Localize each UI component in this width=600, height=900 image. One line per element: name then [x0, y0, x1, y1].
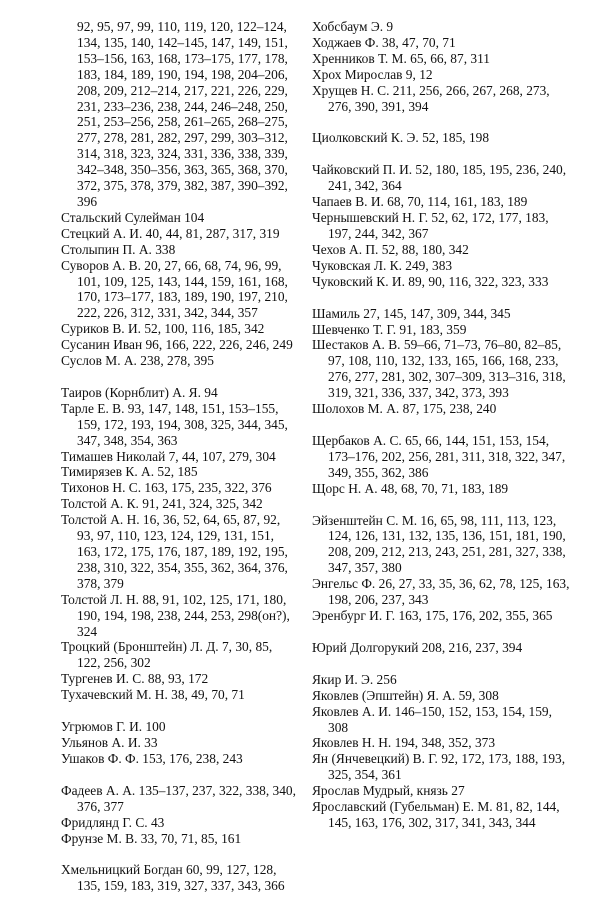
index-column-left: [61, 19, 297, 894]
index-entry: Тихонов Н. С. 163, 175, 235, 322, 376: [61, 480, 272, 496]
letter-section-gap: [61, 369, 297, 385]
index-entry: Толстой Л. Н. 88, 91, 102, 125, 171, 180, 190, 194, 198, 238, 244, 253, 298(он?), 324: [61, 591, 290, 639]
index-entry: Эйзенштейн С. М. 16, 65, 98, 111, 113, 123, 124, 126, 131, 132, 135, 136, 151, 181, 190, 208, 209, 212, 213, 243, 251, 281, 327, 338, 347, 357, 380: [312, 512, 566, 576]
index-entry: Хобсбаум Э. 9: [312, 19, 394, 34]
index-entry: Толстой А. К. 91, 241, 324, 325, 342: [61, 496, 263, 512]
index-entry: Ульянов А. И. 33: [61, 734, 158, 750]
index-entry: Циолковский К. Э. 52, 185, 198: [312, 130, 490, 146]
index-entry: Щорс Н. А. 48, 68, 70, 71, 183, 189: [312, 480, 509, 496]
index-entry: Тухачевский М. Н. 38, 49, 70, 71: [61, 687, 245, 703]
letter-section-gap: [312, 290, 572, 306]
index-entry: Ходжаев Ф. 38, 47, 70, 71: [312, 34, 456, 50]
index-entry: Столыпин П. А. 338: [61, 241, 176, 257]
index-entry: Яковлев (Эпштейн) Я. А. 59, 308: [312, 687, 499, 703]
index-entry: Фрунзе М. В. 33, 70, 71, 85, 161: [61, 830, 242, 846]
index-entry: Угрюмов Г. И. 100: [61, 719, 166, 735]
index-entry: Чехов А. П. 52, 88, 180, 342: [312, 241, 469, 257]
index-entry: Таиров (Корнблит) А. Я. 94: [61, 384, 218, 400]
index-entry: Хренников Т. М. 65, 66, 87, 311: [312, 50, 490, 66]
index-entry: Яковлев Н. Н. 194, 348, 352, 373: [312, 735, 496, 751]
letter-section-gap: [312, 146, 572, 162]
index-entry: Сусанин Иван 96, 166, 222, 226, 246, 249: [61, 337, 293, 353]
letter-section-gap: [61, 846, 297, 862]
index-entry: Фадеев А. А. 135–137, 237, 322, 338, 340, 376, 377: [61, 782, 296, 814]
index-entry: Стецкий А. И. 40, 44, 81, 287, 317, 319: [61, 225, 280, 241]
index-entry: Хмельницкий Богдан 60, 99, 127, 128, 135, 159, 183, 319, 327, 337, 343, 366: [61, 862, 285, 894]
index-entry: Суворов А. В. 20, 27, 66, 68, 74, 96, 99, 101, 109, 125, 143, 144, 159, 161, 168, 170, 173–177, 183, 189, 190, 197, 210, 222, 226, 312, 331, 342, 344, 357: [61, 257, 288, 321]
index-entry: Хрох Мирослав 9, 12: [312, 66, 433, 82]
index-entry: Толстой А. Н. 16, 36, 52, 64, 65, 87, 92, 93, 97, 110, 123, 124, 129, 131, 151, 163, 172, 175, 176, 187, 189, 192, 195, 238, 310, 322, 354, 355, 362, 364, 376, 378, 379: [61, 512, 288, 591]
index-entry: Шевченко Т. Г. 91, 183, 359: [312, 321, 467, 337]
index-entry: Чайковский П. И. 52, 180, 185, 195, 236, 240, 241, 342, 364: [312, 162, 567, 194]
index-entry: Энгельс Ф. 26, 27, 33, 35, 36, 62, 78, 125, 163, 198, 206, 237, 343: [312, 576, 570, 608]
letter-section-gap: [61, 703, 297, 719]
index-entry-continuation: 92, 95, 97, 99, 110, 119, 120, 122–124, 134, 135, 140, 142–145, 147, 149, 151, 153–156, 163, 168, 173–175, 177, 178, 183, 184, 189, 190, 194, 198, 204–206, 208, 209, 212–214, 217, 221, 226, 229, 231, 233–236, 238, 244, 246–248, 250, 251, 253–256, 258, 261–265, 268–275, 277, 278, 281, 282, 297, 299, 303–312, 314, 318, 323, 324, 331, 336, 338, 339, 342–348, 350–356, 363, 365, 368, 370, 372, 375, 378, 379, 382, 387, 390–392, 396: [77, 19, 288, 209]
letter-section-gap: [312, 417, 572, 433]
index-entry: Чуковский К. И. 89, 90, 116, 322, 323, 333: [312, 273, 549, 289]
index-entry: Юрий Долгорукий 208, 216, 237, 394: [312, 639, 523, 655]
index-entry: Чуковская Л. К. 249, 383: [312, 257, 453, 273]
index-entry: Тимирязев К. А. 52, 185: [61, 464, 198, 480]
index-column-right: [312, 19, 572, 831]
index-entry: Суслов М. А. 238, 278, 395: [61, 353, 214, 369]
index-entry: Тимашев Николай 7, 44, 107, 279, 304: [61, 448, 276, 464]
letter-section-gap: [61, 767, 297, 783]
letter-section-gap: [312, 624, 572, 640]
index-entry: Фридлянд Г. С. 43: [61, 814, 165, 830]
index-entry: Щербаков А. С. 65, 66, 144, 151, 153, 154, 173–176, 202, 256, 281, 311, 318, 322, 347, 349, 355, 362, 386: [312, 432, 566, 480]
letter-section-gap: [312, 656, 572, 672]
index-entry: Тарле Е. В. 93, 147, 148, 151, 153–155, 159, 172, 193, 194, 308, 325, 344, 345, 347, 348, 354, 363: [61, 400, 288, 448]
index-entry: Чернышевский Н. Г. 52, 62, 172, 177, 183, 197, 244, 342, 367: [312, 210, 549, 241]
index-entry: Шестаков А. В. 59–66, 71–73, 76–80, 82–85, 97, 108, 110, 132, 133, 165, 166, 168, 233, 276, 277, 281, 302, 307–309, 313–316, 318, 319, 321, 336, 337, 342, 373, 393: [312, 337, 566, 401]
index-entry: Ян (Янчевецкий) В. Г. 92, 172, 173, 188, 193, 325, 354, 361: [312, 751, 566, 783]
index-entry: Шолохов М. А. 87, 175, 238, 240: [312, 401, 497, 417]
index-entry: Стальский Сулейман 104: [61, 209, 205, 225]
index-entry: Чапаев В. И. 68, 70, 114, 161, 183, 189: [312, 194, 528, 210]
index-entry: Шамиль 27, 145, 147, 309, 344, 345: [312, 305, 511, 321]
index-entry: Эренбург И. Г. 163, 175, 176, 202, 355, 365: [312, 608, 553, 623]
index-entry: Ярослав Мудрый, князь 27: [312, 783, 465, 799]
index-entry: Троцкий (Бронштейн) Л. Д. 7, 30, 85, 122, 256, 302: [61, 639, 273, 671]
index-entry: Суриков В. И. 52, 100, 116, 185, 342: [61, 321, 265, 337]
letter-section-gap: [312, 114, 572, 130]
index-entry: Якир И. Э. 256: [312, 671, 397, 687]
index-entry: Ушаков Ф. Ф. 153, 176, 238, 243: [61, 750, 243, 766]
index-entry: Хрущев Н. С. 211, 256, 266, 267, 268, 273, 276, 390, 391, 394: [312, 82, 550, 114]
letter-section-gap: [312, 497, 572, 513]
index-entry: Яковлев А. И. 146–150, 152, 153, 154, 159, 308: [312, 703, 552, 735]
index-entry: Ярославский (Губельман) Е. М. 81, 82, 144, 145, 163, 176, 302, 317, 341, 343, 344: [312, 799, 560, 830]
index-entry: Тургенев И. С. 88, 93, 172: [61, 671, 209, 687]
